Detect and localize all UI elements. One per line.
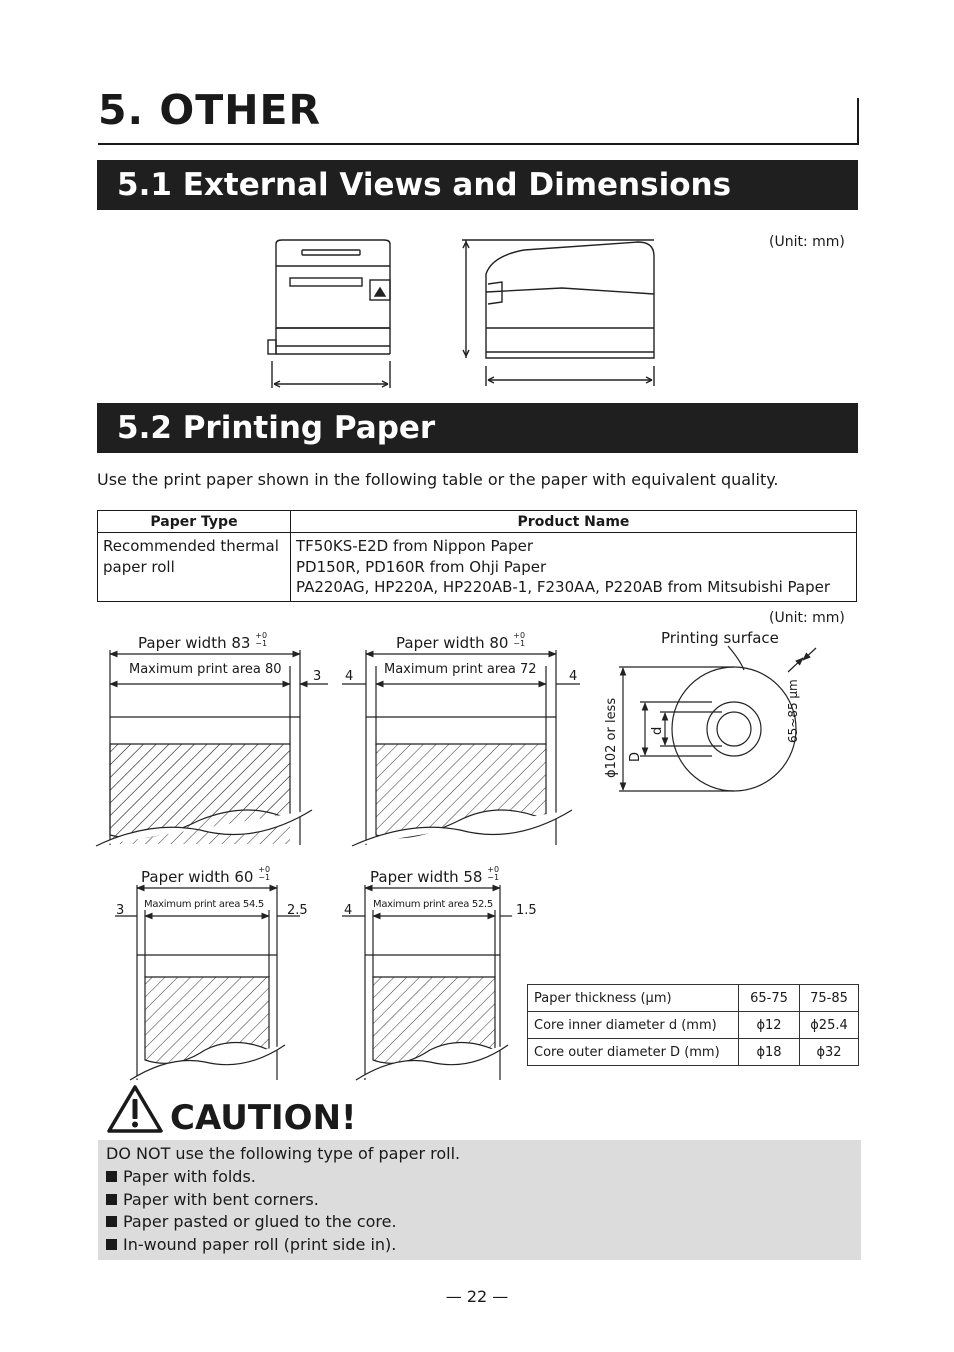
printer-front-view: [268, 240, 390, 388]
tol-plus: +0: [487, 865, 500, 874]
spec-value-b: ϕ25.4: [800, 1012, 859, 1039]
roll-D-label: D: [628, 751, 643, 762]
paper-60-left-margin: 3: [116, 903, 125, 918]
paper-83-diagram: [96, 650, 328, 846]
page-number: — 22 —: [445, 1287, 509, 1306]
spec-value-b: ϕ32: [800, 1039, 859, 1066]
paper-60-tolerance: [258, 866, 270, 882]
spec-value-a: 65-75: [739, 985, 800, 1012]
spec-value-a: ϕ18: [739, 1039, 800, 1066]
paper-83-tolerance: [255, 632, 267, 648]
caution-title: CAUTION!: [170, 1098, 357, 1138]
caution-item-text: Paper with bent corners.: [123, 1189, 319, 1209]
bullet-square-icon: [106, 1171, 117, 1182]
chapter-title: 5. OTHER: [98, 86, 322, 134]
table-row: [528, 1039, 859, 1066]
spec-value-a: ϕ12: [739, 1012, 800, 1039]
paper-83-width-text: Paper width 83: [138, 634, 251, 652]
section-5-2-banner: 5.2 Printing Paper: [97, 403, 858, 453]
paper-83-area: Maximum print area 80: [129, 662, 282, 677]
spec-value-b: 75-85: [800, 985, 859, 1012]
tol-minus: −1: [258, 873, 271, 882]
printer-external-views: [262, 236, 662, 388]
paper-80-tolerance: [513, 632, 525, 648]
header-paper-type: Paper Type: [98, 511, 291, 533]
tol-plus: +0: [258, 865, 271, 874]
paper-80-diagram: [342, 650, 580, 846]
caution-intro: DO NOT use the following type of paper roll.: [106, 1144, 461, 1163]
heading-rule-vertical: [857, 98, 859, 144]
paper-60-area: Maximum print area 54.5: [144, 899, 264, 910]
paper-83-right-margin: 3: [313, 669, 322, 684]
tol-minus: −1: [513, 639, 526, 648]
tol-plus: +0: [513, 631, 526, 640]
caution-item-text: Paper with folds.: [123, 1166, 256, 1186]
intro-text: Use the print paper shown in the following table or the paper with equivalent quality.: [97, 470, 779, 489]
roll-thickness-label: 65~85 µm: [786, 679, 800, 743]
table-row: [528, 985, 859, 1012]
printer-side-view: [462, 240, 654, 386]
paper-60-right-margin: 2.5: [287, 903, 308, 918]
paper-spec-table: [527, 984, 859, 1066]
spec-label: Core outer diameter D (mm): [528, 1039, 739, 1066]
paper-60-width-label: [141, 866, 270, 886]
paper-80-width-text: Paper width 80: [396, 634, 509, 652]
paper-80-area: Maximum print area 72: [384, 662, 537, 677]
paper-type-cell: [98, 533, 291, 602]
printing-surface-label: Printing surface: [661, 629, 779, 647]
unit-label-2: (Unit: mm): [769, 610, 845, 626]
list-item: [106, 1189, 861, 1212]
paper-58-left-margin: 4: [344, 903, 353, 918]
roll-d-label: d: [650, 726, 665, 735]
product-name-cell: [291, 533, 857, 602]
list-item: [106, 1166, 861, 1189]
bullet-square-icon: [106, 1239, 117, 1250]
table-row: [528, 1012, 859, 1039]
paper-58-right-margin: 1.5: [516, 903, 537, 918]
bullet-square-icon: [106, 1194, 117, 1205]
product-mitsubishi: PA220AG, HP220A, HP220AB-1, F230AA, P220AB from Mitsubishi Paper: [296, 578, 831, 596]
paper-58-tolerance: [487, 866, 499, 882]
paper-58-diagram: [342, 885, 512, 1080]
caution-item-text: In-wound paper roll (print side in).: [123, 1235, 397, 1255]
tol-minus: −1: [255, 639, 268, 648]
paper-60-width-text: Paper width 60: [141, 868, 254, 886]
header-product-name: Product Name: [291, 511, 857, 533]
paper-58-area: Maximum print area 52.5: [373, 899, 493, 910]
unit-label-1: (Unit: mm): [769, 234, 845, 250]
paper-58-width-text: Paper width 58: [370, 868, 483, 886]
product-ohji: PD150R, PD160R from Ohji Paper: [296, 557, 547, 576]
paper-58-width-label: [370, 866, 499, 886]
spec-label: Core inner diameter d (mm): [528, 1012, 739, 1039]
product-nippon: TF50KS-E2D from Nippon Paper: [296, 537, 534, 555]
tol-plus: +0: [255, 631, 268, 640]
paper-60-diagram: [115, 885, 300, 1080]
warning-triangle-icon: [106, 1084, 164, 1134]
paper-80-left-margin: 4: [345, 669, 354, 684]
roll-outer-diameter-label: ϕ102 or less: [604, 697, 619, 778]
list-item: [106, 1211, 861, 1234]
caution-box: [98, 1140, 861, 1260]
paper-type-line-2: paper roll: [103, 557, 175, 576]
caution-item-text: Paper pasted or glued to the core.: [123, 1212, 397, 1232]
paper-80-right-margin: 4: [569, 669, 578, 684]
list-item: [106, 1234, 861, 1257]
tol-minus: −1: [487, 873, 500, 882]
paper-80-width-label: [396, 632, 525, 652]
heading-rule-horizontal: [98, 143, 859, 145]
paper-table: [97, 510, 857, 602]
paper-type-line-1: Recommended thermal: [103, 537, 279, 555]
paper-83-width-label: [138, 632, 267, 652]
bullet-square-icon: [106, 1216, 117, 1227]
section-5-1-banner: 5.1 External Views and Dimensions: [97, 160, 858, 210]
spec-label: Paper thickness (µm): [528, 985, 739, 1012]
